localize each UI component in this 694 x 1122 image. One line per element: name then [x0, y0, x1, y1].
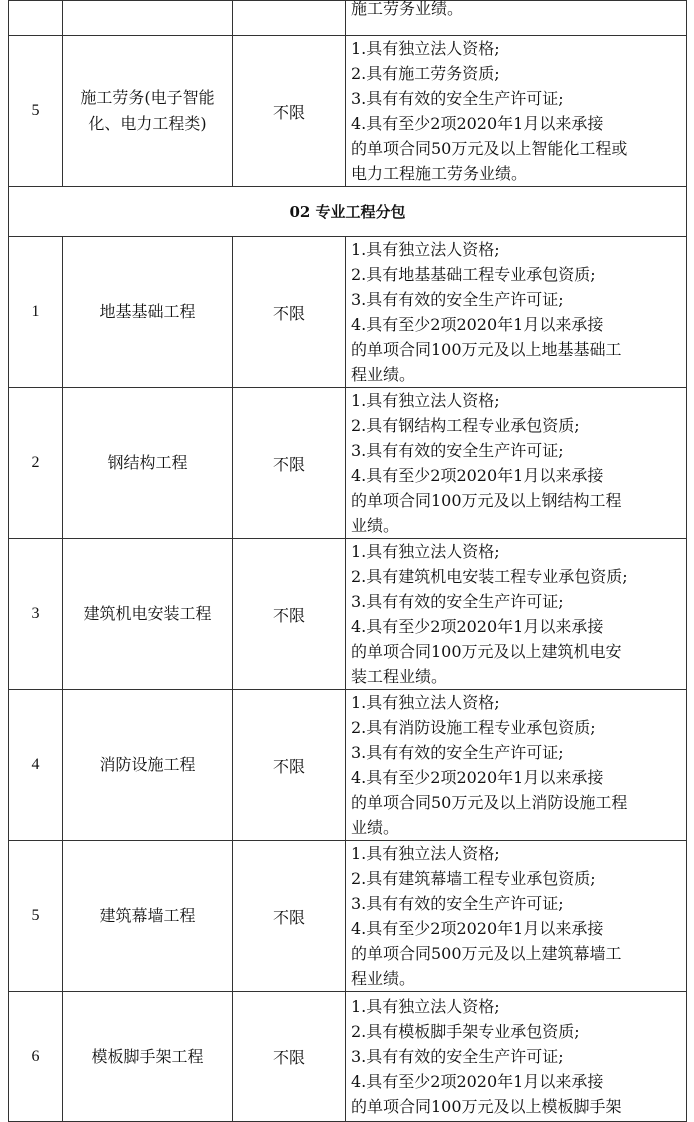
- requirement-line: 2.具有消防设施工程专业承包资质;: [351, 718, 596, 737]
- requirement-line: 3.具有有效的安全生产许可证;: [351, 89, 564, 108]
- scope-cell: 不限: [233, 841, 346, 992]
- requirement-line: 4.具有至少2项2020年1月以来承接: [351, 466, 604, 485]
- item-name-cell: [63, 1, 233, 36]
- requirement-line: 的单项合同50万元及以上智能化工程或: [351, 139, 628, 158]
- table-row: [9, 237, 687, 388]
- requirement-line: 3.具有有效的安全生产许可证;: [351, 441, 564, 460]
- requirement-line: 4.具有至少2项2020年1月以来承接: [351, 768, 604, 787]
- requirement-line: 2.具有钢结构工程专业承包资质;: [351, 416, 580, 435]
- table-row: [9, 841, 687, 992]
- requirement-line: 4.具有至少2项2020年1月以来承接: [351, 919, 604, 938]
- requirement-line: 3.具有有效的安全生产许可证;: [351, 290, 564, 309]
- row-number-cell: 6: [9, 992, 63, 1122]
- item-name-cell: 模板脚手架工程: [63, 992, 233, 1122]
- document-page: [8, 0, 686, 1122]
- item-name-cell: 建筑幕墙工程: [63, 841, 233, 992]
- scope-cell: 不限: [233, 690, 346, 841]
- scope-cell: [233, 1, 346, 36]
- subcontract-requirements-table: [8, 0, 687, 1122]
- table-row: [9, 690, 687, 841]
- row-number-cell: 5: [9, 36, 63, 187]
- row-number-cell: 3: [9, 539, 63, 690]
- requirement-line: 1.具有独立法人资格;: [351, 39, 500, 58]
- requirement-line: 4.具有至少2项2020年1月以来承接: [351, 1072, 604, 1091]
- requirement-line: 1.具有独立法人资格;: [351, 391, 500, 410]
- requirements-cell: [346, 841, 687, 992]
- table-row: [9, 992, 687, 1122]
- requirement-line: 的单项合同100万元及以上模板脚手架: [351, 1097, 622, 1116]
- scope-cell: 不限: [233, 539, 346, 690]
- requirement-line: 3.具有有效的安全生产许可证;: [351, 743, 564, 762]
- row-number-cell: [9, 1, 63, 36]
- item-name-cell: 施工劳务(电子智能化、电力工程类): [63, 36, 233, 187]
- requirement-line: 1.具有独立法人资格;: [351, 240, 500, 259]
- row-number-cell: 5: [9, 841, 63, 992]
- requirement-line: 4.具有至少2项2020年1月以来承接: [351, 617, 604, 636]
- scope-cell: 不限: [233, 237, 346, 388]
- scope-cell: 不限: [233, 36, 346, 187]
- requirement-line: 装工程业绩。: [351, 667, 448, 686]
- table-row-fragment: [9, 1, 687, 36]
- requirement-line: 1.具有独立法人资格;: [351, 693, 500, 712]
- item-name-cell: 地基基础工程: [63, 237, 233, 388]
- requirements-cell: [346, 992, 687, 1122]
- table-row: [9, 388, 687, 539]
- requirement-line: 2.具有地基基础工程专业承包资质;: [351, 265, 596, 284]
- requirement-line: 2.具有模板脚手架专业承包资质;: [351, 1022, 580, 1041]
- scope-cell: 不限: [233, 992, 346, 1122]
- requirements-cell: [346, 690, 687, 841]
- requirement-line: 3.具有有效的安全生产许可证;: [351, 1047, 564, 1066]
- requirement-line: 施工劳务业绩。: [351, 0, 464, 18]
- requirement-line: 4.具有至少2项2020年1月以来承接: [351, 114, 604, 133]
- requirement-line: 3.具有有效的安全生产许可证;: [351, 592, 564, 611]
- requirement-line: 1.具有独立法人资格;: [351, 997, 500, 1016]
- item-name-cell: 消防设施工程: [63, 690, 233, 841]
- requirements-cell: [346, 388, 687, 539]
- item-name-cell: 钢结构工程: [63, 388, 233, 539]
- requirement-line: 程业绩。: [351, 365, 416, 384]
- requirement-line: 业绩。: [351, 516, 400, 535]
- requirements-cell: [346, 1, 687, 36]
- requirement-line: 业绩。: [351, 818, 400, 837]
- table-row: [9, 36, 687, 187]
- requirement-line: 2.具有建筑幕墙工程专业承包资质;: [351, 869, 596, 888]
- requirement-line: 的单项合同50万元及以上消防设施工程: [351, 793, 628, 812]
- requirement-line: 电力工程施工劳务业绩。: [351, 164, 528, 183]
- requirement-line: 2.具有施工劳务资质;: [351, 64, 500, 83]
- requirement-line: 3.具有有效的安全生产许可证;: [351, 894, 564, 913]
- requirement-line: 2.具有建筑机电安装工程专业承包资质;: [351, 567, 628, 586]
- item-name-cell: 建筑机电安装工程: [63, 539, 233, 690]
- requirement-line: 程业绩。: [351, 969, 416, 988]
- requirement-line: 的单项合同100万元及以上地基基础工: [351, 340, 622, 359]
- section-header-row: [9, 187, 687, 237]
- requirement-line: 的单项合同100万元及以上钢结构工程: [351, 491, 622, 510]
- row-number-cell: 1: [9, 237, 63, 388]
- requirement-line: 的单项合同100万元及以上建筑机电安: [351, 642, 622, 661]
- section-title: 02 专业工程分包: [9, 187, 687, 237]
- table-row: [9, 539, 687, 690]
- requirement-line: 1.具有独立法人资格;: [351, 542, 500, 561]
- scope-cell: 不限: [233, 388, 346, 539]
- requirements-cell: [346, 237, 687, 388]
- row-number-cell: 4: [9, 690, 63, 841]
- requirement-line: 1.具有独立法人资格;: [351, 844, 500, 863]
- row-number-cell: 2: [9, 388, 63, 539]
- requirements-cell: [346, 539, 687, 690]
- requirement-line: 4.具有至少2项2020年1月以来承接: [351, 315, 604, 334]
- requirements-cell: [346, 36, 687, 187]
- requirement-line: 的单项合同500万元及以上建筑幕墙工: [351, 944, 622, 963]
